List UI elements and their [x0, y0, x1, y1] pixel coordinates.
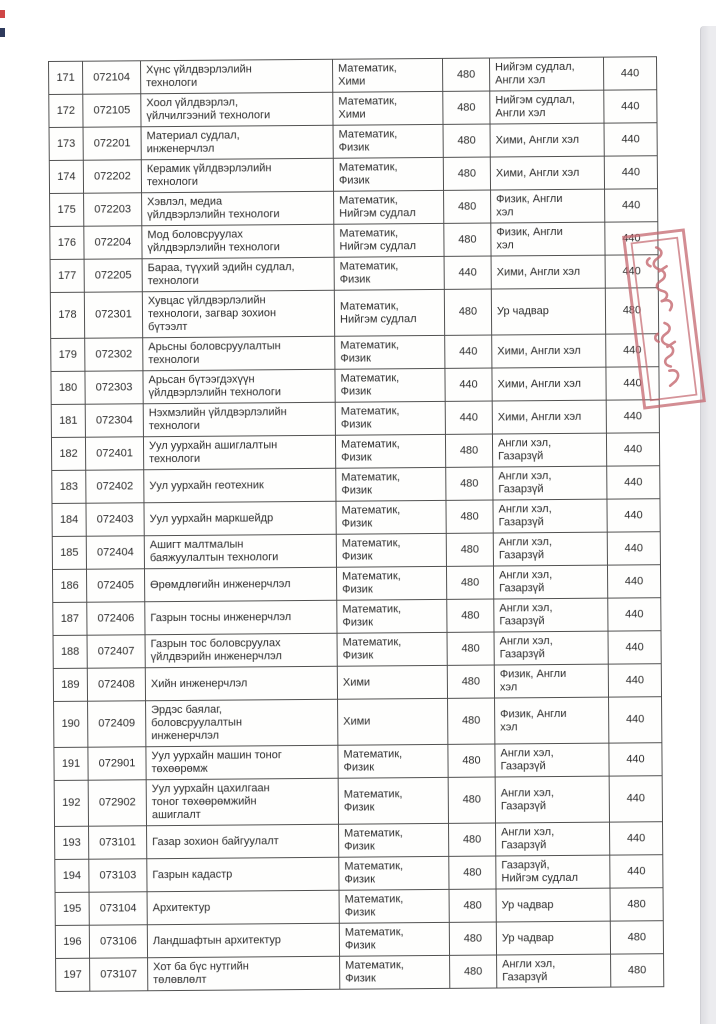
cell-program-code: 072301	[84, 292, 142, 338]
cell-secondary-score: 440	[609, 776, 662, 822]
cell-primary-subjects: Математик, Нийгэм судлал	[334, 289, 444, 336]
cell-program-name: Архитектур	[147, 890, 339, 925]
table-row	[52, 466, 660, 504]
cell-program-code: 072405	[86, 569, 144, 602]
cell-primary-score: 440	[444, 256, 491, 289]
table-row	[50, 189, 658, 227]
cell-secondary-score: 440	[604, 90, 657, 123]
cell-row-number: 181	[51, 404, 85, 437]
cell-program-code: 072302	[85, 338, 143, 371]
cell-primary-score: 480	[448, 777, 495, 823]
cell-secondary-score: 440	[606, 400, 659, 433]
cell-secondary-subjects: Физик, Англи хэл	[495, 697, 609, 744]
table-row	[51, 334, 659, 372]
cell-row-number: 183	[52, 470, 86, 503]
cell-program-code: 072403	[86, 503, 144, 536]
cell-row-number: 185	[52, 536, 86, 569]
cell-secondary-subjects: Хими, Англи хэл	[490, 123, 604, 157]
cell-primary-score: 480	[443, 124, 490, 157]
cell-secondary-score: 480	[610, 888, 663, 921]
table-row	[53, 631, 661, 669]
cell-secondary-score: 480	[611, 954, 664, 987]
table-row	[52, 565, 660, 603]
cell-primary-score: 480	[449, 823, 496, 856]
cell-primary-subjects: Математик, Физик	[339, 889, 449, 923]
cell-program-code: 073104	[89, 892, 147, 925]
cell-program-code: 072303	[85, 371, 143, 404]
cell-primary-subjects: Математик, Физик	[336, 533, 446, 567]
scan-mark-navy	[0, 28, 5, 37]
scan-mark-red	[0, 10, 5, 18]
cell-program-name: Мод боловсруулах үйлдвэрлэлийн технологи	[142, 224, 334, 259]
cell-secondary-score: 440	[607, 565, 660, 598]
cell-primary-score: 480	[446, 467, 493, 500]
cell-program-name: Уул уурхайн ашиглалтын технологи	[143, 435, 335, 470]
table-row	[51, 433, 659, 471]
cell-primary-subjects: Математик, Хими	[332, 58, 442, 92]
cell-program-name: Хүнс үйлдвэрлэлийн технологи	[141, 59, 333, 94]
cell-program-code: 072105	[83, 94, 141, 127]
cell-primary-score: 480	[446, 500, 493, 533]
cell-secondary-score: 440	[605, 222, 658, 255]
cell-program-code: 072304	[85, 404, 143, 437]
cell-primary-subjects: Математик, Физик	[335, 335, 445, 369]
cell-primary-score: 480	[449, 856, 496, 889]
cell-program-name: Хот ба бүс нутгийн төлөвлөлт	[148, 956, 340, 991]
table-row	[55, 822, 663, 860]
cell-primary-score: 480	[444, 190, 491, 223]
cell-primary-subjects: Математик, Физик	[337, 599, 447, 633]
cell-program-code: 072402	[86, 470, 144, 503]
table-row	[52, 532, 660, 570]
cell-secondary-score: 440	[603, 57, 656, 90]
cell-secondary-subjects: Англи хэл, Газарзүй	[493, 499, 607, 533]
cell-program-code: 073101	[89, 826, 147, 859]
table-row	[51, 400, 659, 438]
cell-program-code: 072902	[88, 780, 146, 826]
cell-primary-subjects: Математик, Физик	[334, 256, 444, 290]
cell-program-name: Газрын кадастр	[147, 857, 339, 892]
cell-program-code: 072201	[83, 127, 141, 160]
cell-secondary-score: 440	[604, 123, 657, 156]
cell-primary-score: 480	[444, 289, 491, 335]
page-edge-shadow	[700, 26, 716, 1024]
cell-secondary-subjects: Нийгэм судлал, Англи хэл	[489, 57, 603, 91]
table-row	[54, 776, 662, 827]
cell-row-number: 172	[49, 94, 83, 127]
cell-primary-score: 440	[445, 401, 492, 434]
cell-primary-subjects: Математик, Физик	[336, 500, 446, 534]
cell-primary-subjects: Математик, Физик	[333, 157, 443, 191]
cell-program-name: Уул уурхайн геотехник	[144, 468, 336, 503]
table-row	[49, 123, 657, 161]
cell-secondary-subjects: Хими, Англи хэл	[492, 334, 606, 368]
cell-secondary-subjects: Ур чадвар	[496, 921, 610, 955]
cell-row-number: 177	[50, 259, 84, 292]
cell-primary-score: 440	[445, 368, 492, 401]
cell-row-number: 188	[53, 635, 87, 668]
cell-secondary-score: 440	[609, 822, 662, 855]
cell-secondary-score: 440	[606, 367, 659, 400]
table-row	[55, 888, 663, 926]
cell-secondary-subjects: Ур чадвар	[496, 888, 610, 922]
table-row	[51, 367, 659, 405]
cell-primary-score: 480	[443, 91, 490, 124]
cell-program-code: 072104	[83, 61, 141, 94]
cell-secondary-subjects: Хими, Англи хэл	[490, 156, 604, 190]
cell-program-name: Хэвлэл, медиа үйлдвэрлэлийн технологи	[142, 191, 334, 226]
table-row	[56, 954, 664, 992]
cell-primary-score: 480	[449, 922, 496, 955]
table-row	[53, 598, 661, 636]
table-row	[55, 921, 663, 959]
cell-program-code: 072406	[87, 602, 145, 635]
cell-secondary-subjects: Англи хэл, Газарзүй	[493, 466, 607, 500]
cell-secondary-score: 440	[609, 697, 662, 743]
cell-row-number: 194	[55, 859, 89, 892]
cell-row-number: 184	[52, 503, 86, 536]
cell-primary-score: 480	[445, 434, 492, 467]
cell-primary-subjects: Математик, Физик	[337, 632, 447, 666]
cell-primary-score: 480	[442, 58, 489, 91]
cell-primary-subjects: Математик, Физик	[338, 777, 448, 824]
cell-program-code: 072408	[87, 668, 145, 701]
cell-row-number: 197	[56, 958, 90, 991]
cell-primary-subjects: Математик, Нийгэм судлал	[334, 223, 444, 257]
cell-secondary-score: 440	[605, 255, 658, 288]
cell-primary-subjects: Хими	[337, 665, 447, 699]
cell-program-name: Бараа, түүхий эдийн судлал, технологи	[142, 257, 334, 292]
cell-primary-subjects: Математик, Физик	[340, 955, 450, 989]
cell-primary-subjects: Математик, Нийгэм судлал	[334, 190, 444, 224]
cell-secondary-score: 440	[605, 189, 658, 222]
cell-primary-subjects: Математик, Хими	[333, 91, 443, 125]
cell-row-number: 182	[51, 437, 85, 470]
table-row	[49, 156, 657, 194]
cell-primary-score: 480	[447, 599, 494, 632]
cell-row-number: 178	[50, 292, 84, 338]
cell-program-code: 072409	[88, 701, 146, 747]
cell-primary-score: 480	[447, 665, 494, 698]
cell-primary-subjects: Математик, Физик	[336, 566, 446, 600]
cell-program-code: 073106	[89, 925, 147, 958]
cell-primary-subjects: Математик, Физик	[333, 124, 443, 158]
cell-program-name: Хийн инженерчлэл	[145, 666, 337, 701]
cell-program-code: 072407	[87, 635, 145, 668]
cell-row-number: 180	[51, 371, 85, 404]
cell-program-name: Газрын тос боловсруулах үйлдвэрийн инженерчлэл	[145, 633, 337, 668]
table-row	[53, 664, 661, 702]
cell-program-code: 073107	[90, 958, 148, 991]
cell-secondary-score: 440	[604, 156, 657, 189]
cell-row-number: 179	[51, 338, 85, 371]
cell-secondary-score: 440	[607, 532, 660, 565]
table-row	[49, 90, 657, 128]
cell-secondary-score: 440	[607, 499, 660, 532]
cell-program-code: 072203	[84, 193, 142, 226]
cell-primary-subjects: Математик, Физик	[338, 744, 448, 778]
cell-primary-score: 440	[445, 335, 492, 368]
cell-primary-score: 480	[450, 955, 497, 988]
table-body	[49, 57, 664, 992]
cell-row-number: 174	[49, 160, 83, 193]
cell-secondary-score: 440	[608, 598, 661, 631]
cell-program-code: 072204	[84, 226, 142, 259]
cell-primary-subjects: Математик, Физик	[339, 856, 449, 890]
cell-row-number: 191	[54, 747, 88, 780]
cell-program-name: Материал судлал, инженерчлэл	[141, 125, 333, 160]
cell-row-number: 196	[55, 925, 89, 958]
cell-primary-score: 480	[448, 744, 495, 777]
cell-secondary-subjects: Англи хэл, Газарзүй	[494, 631, 608, 665]
cell-row-number: 190	[54, 701, 88, 747]
cell-secondary-subjects: Физик, Англи хэл	[491, 189, 605, 223]
cell-primary-score: 480	[447, 632, 494, 665]
cell-primary-subjects: Математик, Физик	[339, 823, 449, 857]
cell-row-number: 176	[50, 226, 84, 259]
cell-program-name: Өрөмдлөгийн инженерчлэл	[144, 567, 336, 602]
cell-secondary-subjects: Хими, Англи хэл	[491, 255, 605, 289]
cell-secondary-score: 480	[605, 288, 658, 334]
cell-program-code: 072404	[86, 536, 144, 569]
cell-program-code: 072401	[85, 437, 143, 470]
cell-program-name: Газрын тосны инженерчлэл	[145, 600, 337, 635]
cell-primary-subjects: Математик, Физик	[335, 401, 445, 435]
cell-primary-score: 480	[444, 223, 491, 256]
cell-secondary-subjects: Нийгэм судлал, Англи хэл	[490, 90, 604, 124]
cell-primary-score: 480	[446, 533, 493, 566]
cell-row-number: 186	[52, 569, 86, 602]
cell-primary-score: 480	[449, 889, 496, 922]
cell-secondary-subjects: Физик, Англи хэл	[491, 222, 605, 256]
cell-secondary-subjects: Англи хэл, Газарзүй	[497, 954, 611, 988]
cell-secondary-subjects: Англи хэл, Газарзүй	[494, 598, 608, 632]
cell-primary-score: 480	[443, 157, 490, 190]
cell-secondary-subjects: Англи хэл, Газарзүй	[495, 822, 609, 856]
cell-program-name: Хувцас үйлдвэрлэлийн технологи, загвар зохион бүтээлт	[142, 290, 334, 338]
cell-program-code: 073103	[89, 859, 147, 892]
cell-secondary-subjects: Ур чадвар	[491, 288, 605, 335]
cell-secondary-subjects: Англи хэл, Газарзүй	[493, 565, 607, 599]
cell-row-number: 192	[54, 780, 88, 826]
cell-primary-subjects: Математик, Физик	[335, 368, 445, 402]
cell-program-name: Хоол үйлдвэрлэл, үйлчилгээний технологи	[141, 92, 333, 127]
admission-score-table	[48, 56, 664, 992]
cell-program-name: Нэхмэлийн үйлдвэрлэлийн технологи	[143, 402, 335, 437]
cell-secondary-score: 440	[608, 664, 661, 697]
cell-secondary-score: 440	[607, 466, 660, 499]
cell-secondary-score: 440	[608, 631, 661, 664]
cell-program-name: Эрдэс баялаг, боловсруулалтын инженерчлэл	[146, 699, 338, 747]
cell-program-code: 072205	[84, 259, 142, 292]
table-row	[50, 222, 658, 260]
cell-row-number: 193	[55, 826, 89, 859]
cell-program-code: 072202	[83, 160, 141, 193]
cell-secondary-subjects: Англи хэл, Газарзүй	[492, 433, 606, 467]
cell-program-name: Керамик үйлдвэрлэлийн технологи	[141, 158, 333, 193]
cell-program-name: Ландшафтын архитектур	[147, 923, 339, 958]
cell-row-number: 189	[53, 668, 87, 701]
cell-program-name: Уул уурхайн маркшейдр	[144, 501, 336, 536]
cell-secondary-subjects: Хими, Англи хэл	[492, 367, 606, 401]
cell-primary-subjects: Математик, Физик	[335, 434, 445, 468]
cell-row-number: 173	[49, 127, 83, 160]
cell-secondary-subjects: Хими, Англи хэл	[492, 400, 606, 434]
table-row	[54, 697, 662, 748]
table-row	[50, 255, 658, 293]
cell-row-number: 175	[50, 193, 84, 226]
cell-primary-subjects: Хими	[338, 698, 448, 745]
cell-primary-score: 480	[448, 698, 495, 744]
cell-secondary-score: 440	[606, 334, 659, 367]
cell-primary-subjects: Математик, Физик	[336, 467, 446, 501]
cell-primary-score: 480	[446, 566, 493, 599]
cell-program-name: Ашигт малтмалын баяжуулалтын технологи	[144, 534, 336, 569]
cell-secondary-score: 440	[610, 855, 663, 888]
table-row	[52, 499, 660, 537]
cell-row-number: 195	[55, 892, 89, 925]
cell-program-name: Арьсны боловсруулалтын технологи	[143, 336, 335, 371]
cell-row-number: 171	[49, 61, 83, 94]
cell-secondary-subjects: Англи хэл, Газарзүй	[495, 776, 609, 823]
table-row	[54, 743, 662, 781]
cell-secondary-subjects: Англи хэл, Газарзүй	[493, 532, 607, 566]
cell-program-name: Газар зохион байгуулалт	[147, 824, 339, 859]
cell-secondary-score: 440	[609, 743, 662, 776]
cell-program-name: Уул уурхайн цахилгаан тоног төхөөрөмжийн ашиглалт	[146, 778, 338, 826]
cell-program-code: 072901	[88, 747, 146, 780]
table-row	[55, 855, 663, 893]
cell-program-name: Арьсан бүтээгдэхүүн үйлдвэрлэлийн технологи	[143, 369, 335, 404]
table-row	[50, 288, 658, 339]
cell-row-number: 187	[53, 602, 87, 635]
cell-program-name: Уул уурхайн машин тоног төхөөрөмж	[146, 745, 338, 780]
cell-secondary-score: 480	[610, 921, 663, 954]
cell-primary-subjects: Математик, Физик	[339, 922, 449, 956]
cell-secondary-score: 440	[606, 433, 659, 466]
cell-secondary-subjects: Газарзүй, Нийгэм судлал	[496, 855, 610, 889]
cell-secondary-subjects: Англи хэл, Газарзүй	[495, 743, 609, 777]
cell-secondary-subjects: Физик, Англи хэл	[494, 664, 608, 698]
table-row	[49, 57, 657, 95]
